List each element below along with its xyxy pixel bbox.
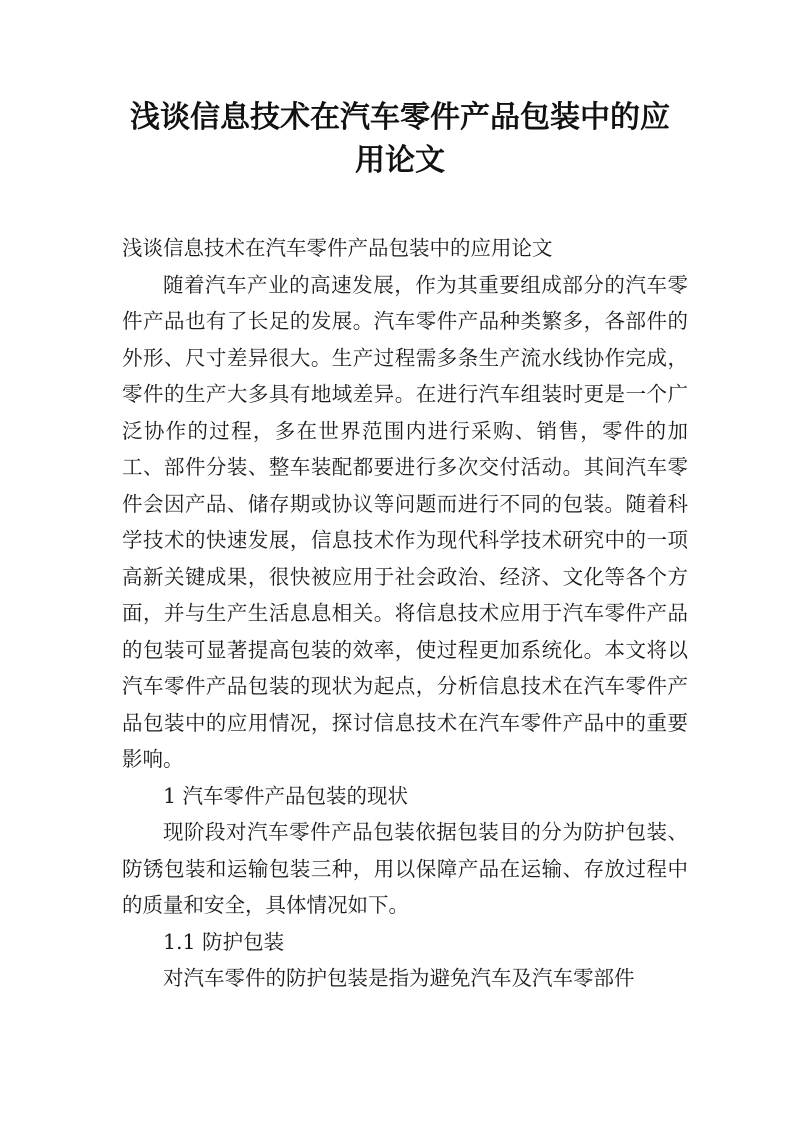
paragraph-intro: 随着汽车产业的高速发展，作为其重要组成部分的汽车零件产品也有了长足的发展。汽车零件产品种类繁多，各部件的外形、尺寸差异很大。生产过程需多条生产流水线协作完成，零件的生产大多具有地域差异。在进行汽车组装时更是一个广泛协作的过程，多在世界范围内进行采购、销售，零件的加工、部件分装、整车装配都要进行多次交付活动。其间汽车零件会因产品、储存期或协议等问题而进行不同的包装。随着科学技术的快速发展，信息技术作为现代科学技术研究中的一项高新关键成果，很快被应用于社会政治、经济、文化等各个方面，并与生产生活息息相关。将信息技术应用于汽车零件产品的包装可显著提高包装的效率，使过程更加系统化。本文将以汽车零件产品包装的现状为起点，分析信息技术在汽车零件产品包装中的应用情况，探讨信息技术在汽车零件产品中的重要影响。 bbox=[122, 272, 688, 771]
subtitle: 浅谈信息技术在汽车零件产品包装中的应用论文 bbox=[122, 236, 553, 260]
paragraph-section-1: 现阶段对汽车零件产品包装依据包装目的分为防护包装、防锈包装和运输包装三种，用以保障产品在运输、存放过程中的质量和安全，具体情况如下。 bbox=[122, 820, 688, 917]
section-heading-1-1: 1.1 防护包装 bbox=[163, 929, 285, 954]
document-title bbox=[100, 96, 700, 182]
section-heading-1: 1 汽车零件产品包装的现状 bbox=[163, 783, 409, 808]
document-body bbox=[122, 230, 688, 997]
title-line-1: 浅谈信息技术在汽车零件产品包装中的应 bbox=[130, 100, 670, 135]
title-line-2: 用论文 bbox=[355, 143, 445, 178]
paragraph-section-1-1: 对汽车零件的防护包装是指为避免汽车及汽车零部件 bbox=[163, 966, 635, 990]
